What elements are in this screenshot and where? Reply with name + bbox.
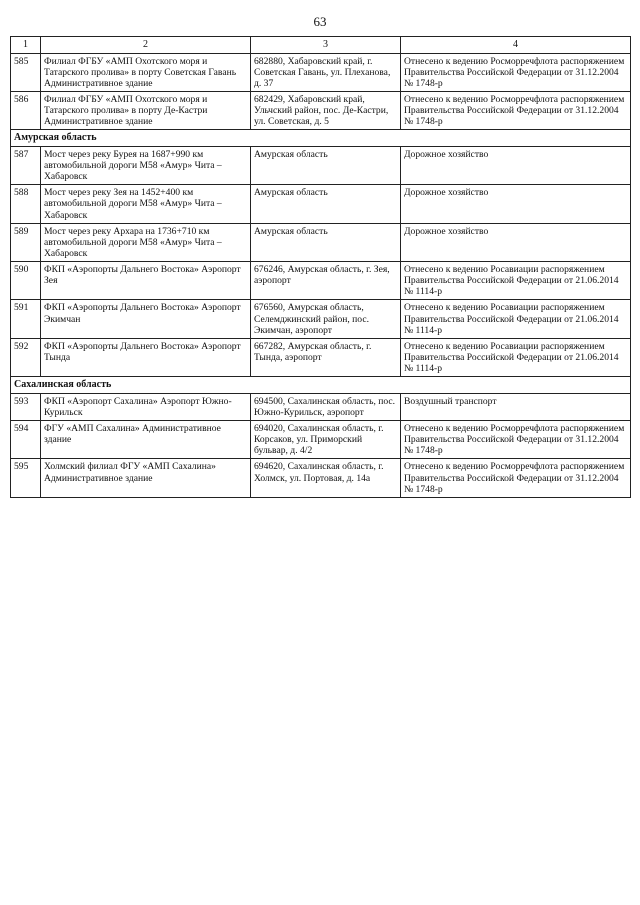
row-number: 585 xyxy=(11,53,41,91)
object-note: Отнесено к ведению Росморречфлота распоряжением Правительства Российской Федерации от 31.12.2004 № 1748-р xyxy=(401,53,631,91)
table-row xyxy=(11,146,631,184)
object-name: Мост через реку Архара на 1736+710 км автомобильной дороги М58 «Амур» Чита – Хабаровск xyxy=(41,223,251,261)
section-title: Амурская область xyxy=(11,130,631,147)
registry-table xyxy=(10,36,631,498)
object-address: 676560, Амурская область, Селемджинский район, пос. Экимчан, аэропорт xyxy=(251,300,401,338)
row-number: 586 xyxy=(11,91,41,129)
object-name: ФКП «Аэропорты Дальнего Востока» Аэропорт Тында xyxy=(41,338,251,376)
object-address: 676246, Амурская область, г. Зея, аэропорт xyxy=(251,262,401,300)
object-address: Амурская область xyxy=(251,185,401,223)
row-number: 589 xyxy=(11,223,41,261)
object-address: Амурская область xyxy=(251,146,401,184)
row-number: 590 xyxy=(11,262,41,300)
table-row xyxy=(11,53,631,91)
object-address: Амурская область xyxy=(251,223,401,261)
object-note: Отнесено к ведению Росморречфлота распоряжением Правительства Российской Федерации от 31.12.2004 № 1748-р xyxy=(401,459,631,497)
table-row xyxy=(11,300,631,338)
row-number: 594 xyxy=(11,421,41,459)
object-address: 667282, Амурская область, г. Тында, аэропорт xyxy=(251,338,401,376)
object-note: Отнесено к ведению Росавиации распоряжением Правительства Российской Федерации от 21.06.2014 № 1114-р xyxy=(401,300,631,338)
object-name: ФГУ «АМП Сахалина» Административное здание xyxy=(41,421,251,459)
table-body xyxy=(11,53,631,497)
table-header xyxy=(11,37,631,54)
object-note: Отнесено к ведению Росавиации распоряжением Правительства Российской Федерации от 21.06.2014 № 1114-р xyxy=(401,338,631,376)
table-row xyxy=(11,338,631,376)
object-name: Холмский филиал ФГУ «АМП Сахалина» Административное здание xyxy=(41,459,251,497)
row-number: 591 xyxy=(11,300,41,338)
object-note: Дорожное хозяйство xyxy=(401,146,631,184)
object-name: ФКП «Аэропорт Сахалина» Аэропорт Южно-Курильск xyxy=(41,393,251,420)
object-note: Дорожное хозяйство xyxy=(401,185,631,223)
table-row xyxy=(11,262,631,300)
row-number: 595 xyxy=(11,459,41,497)
object-note: Воздушный транспорт xyxy=(401,393,631,420)
object-address: 694620, Сахалинская область, г. Холмск, ул. Портовая, д. 14а xyxy=(251,459,401,497)
object-name: Мост через реку Зея на 1452+400 км автомобильной дороги М58 «Амур» Чита – Хабаровск xyxy=(41,185,251,223)
table-row xyxy=(11,223,631,261)
table-row xyxy=(11,393,631,420)
column-header-number: 1 xyxy=(11,37,41,54)
row-number: 593 xyxy=(11,393,41,420)
column-header-object: 2 xyxy=(41,37,251,54)
table-row xyxy=(11,459,631,497)
table-row xyxy=(11,91,631,129)
column-header-note: 4 xyxy=(401,37,631,54)
object-address: 694020, Сахалинская область, г. Корсаков, ул. Приморский бульвар, д. 4/2 xyxy=(251,421,401,459)
row-number: 588 xyxy=(11,185,41,223)
object-note: Дорожное хозяйство xyxy=(401,223,631,261)
table-row xyxy=(11,185,631,223)
row-number: 587 xyxy=(11,146,41,184)
page-number: 63 xyxy=(313,14,327,29)
column-header-address: 3 xyxy=(251,37,401,54)
section-title: Сахалинская область xyxy=(11,377,631,394)
table-row xyxy=(11,421,631,459)
object-note: Отнесено к ведению Росморречфлота распоряжением Правительства Российской Федерации от 31.12.2004 № 1748-р xyxy=(401,91,631,129)
object-address: 682880, Хабаровский край, г. Советская Гавань, ул. Плеханова, д. 37 xyxy=(251,53,401,91)
object-name: ФКП «Аэропорты Дальнего Востока» Аэропорт Зея xyxy=(41,262,251,300)
object-note: Отнесено к ведению Росморречфлота распоряжением Правительства Российской Федерации от 31.12.2004 № 1748-р xyxy=(401,421,631,459)
object-address: 694500, Сахалинская область, пос. Южно-Курильск, аэропорт xyxy=(251,393,401,420)
section-row xyxy=(11,130,631,147)
object-name: ФКП «Аэропорты Дальнего Востока» Аэропорт Экимчан xyxy=(41,300,251,338)
section-row xyxy=(11,377,631,394)
object-name: Филиал ФГБУ «АМП Охотского моря и Татарского пролива» в порту Де-Кастри Административное здание xyxy=(41,91,251,129)
object-note: Отнесено к ведению Росавиации распоряжением Правительства Российской Федерации от 21.06.2014 № 1114-р xyxy=(401,262,631,300)
object-name: Мост через реку Бурея на 1687+990 км автомобильной дороги М58 «Амур» Чита – Хабаровск xyxy=(41,146,251,184)
row-number: 592 xyxy=(11,338,41,376)
object-name: Филиал ФГБУ «АМП Охотского моря и Татарского пролива» в порту Советская Гавань Административное здание xyxy=(41,53,251,91)
header-row xyxy=(11,37,631,54)
object-address: 682429, Хабаровский край, Ульчский район, пос. Де-Кастри, ул. Советская, д. 5 xyxy=(251,91,401,129)
